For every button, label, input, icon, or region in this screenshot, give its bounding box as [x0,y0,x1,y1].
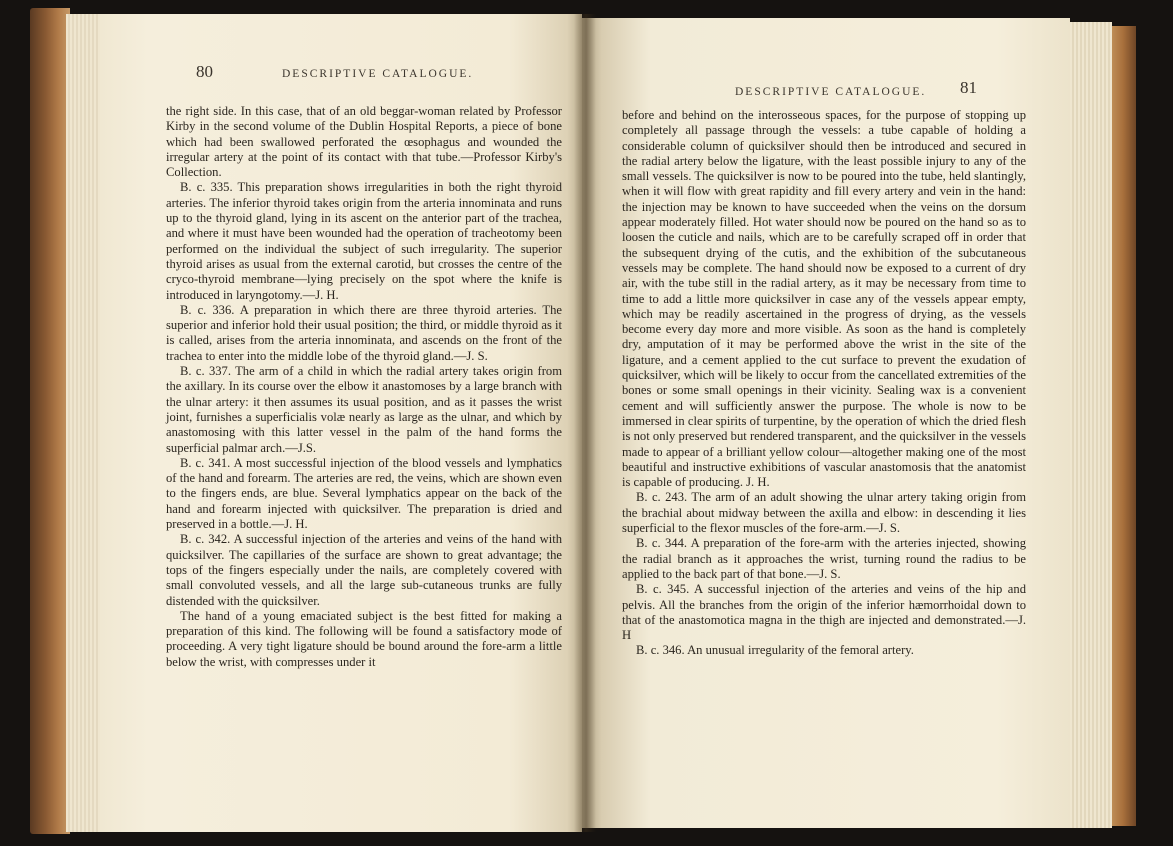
left-running-head: DESCRIPTIVE CATALOGUE. [282,68,474,80]
left-page-number: 80 [196,62,213,81]
paragraph: before and behind on the interosseous spaces, for the purpose of stopping up completely all passage through the vessels: a tube capable of holding a considerable column of quicksilver should then be introduced and secured in the radial artery below the ligature, with the least possible injury to any of the small vessels. The quicksilver is now to be poured into the tube, held slantingly, when it will flow with great rapidity and fill every artery and vein in the hand: the injection may be known to have succeeded when the veins on the dorsum appear moderately filled. Hot water should now be poured on the hand so as to loosen the cuticle and nails, which are to be carefully scraped off in order that the subsequent drying of the cutis, and the exhibition of the subcutaneous vessels may be complete. The hand should now be exposed to a current of dry air, with the tube still in the radial artery, as it may be necessary from time to time to add a little more quicksilver in case any of the vessels appear empty, which may be readily ascertained in the progress of drying, as the vessels become every day more and more visible. As soon as the hand is completely dry, amputation of it may be performed above the wrist in the site of the ligature, and a cement applied to the cut surface to prevent the exudation of quicksilver, which will be likely to occur from the cancellated extremities of the bones or some small openings in their vicinity. Sealing wax is a convenient cement and will sufficiently answer the purpose. The whole is now to be immersed in clear spirits of turpentine, by the operation of which the dried flesh is not only preserved but rendered transparent, and the quicksilver in the vessels made to appear of a brilliant yellow colour—altogether making one of the most beautiful and instructive exhibitions of vascular anastomosis that the anatomist is capable of producing. J. H. [622,108,1026,490]
left-page-body [166,104,562,670]
right-page-number: 81 [960,78,977,97]
page-edges-right [1066,22,1112,828]
paragraph: B. c. 341. A most successful injection of the blood vessels and lymphatics of the hand and forearm. The arteries are red, the veins, which are shown even to the fingers ends, are blue. Several lymphatics appear on the back of the hand and forearm injected with quicksilver. The preparation is dried and preserved in a bottle.—J. H. [166,455,562,532]
paragraph: B. c. 345. A successful injection of the arteries and veins of the hip and pelvis. All the branches from the origin of the inferior hæmorrhoidal down to that of the anastomotica magna in the thigh are injected and demonstrated.—J. H [622,582,1026,643]
paragraph: the right side. In this case, that of an old beggar-woman related by Professor Kirby in the second volume of the Dublin Hospital Reports, a piece of bone which had been swallowed perforated the œsophagus and wounded the irregular artery at the point of its contact with that tube.—Professor Kirby's Collection. [166,104,562,180]
paragraph: B. c. 337. The arm of a child in which the radial artery takes origin from the axillary. In its course over the elbow it anastomoses by a large branch with the ulnar artery: it then assumes its usual position, and as it passes the wrist joint, furnishes a superficialis volæ nearly as large as the ulnar, and which by anastomosing with this latter vessel in the palm of the hand forms the superficial palmar arch.—J.S. [166,364,562,455]
right-running-head: DESCRIPTIVE CATALOGUE. [735,86,927,98]
paragraph: B. c. 342. A successful injection of the arteries and veins of the hand with quicksilver. The capillaries of the surface are shown to great advantage; the tops of the fingers especially under the nails, are completely covered with small convoluted vessels, and all the large sub-cutaneous trunks are fully distended with the quicksilver. [166,532,562,608]
book-binding-right [1110,26,1136,826]
paragraph: B. c. 344. A preparation of the fore-arm with the arteries injected, showing the radial branch as it approaches the wrist, turning round the radius to be applied to the back part of that bone.—J. S. [622,536,1026,581]
paragraph: B. c. 346. An unusual irregularity of the femoral artery. [636,643,914,658]
paragraph: The hand of a young emaciated subject is the best fitted for making a preparation of this kind. The following will be found a satisfactory mode of proceeding. A very tight ligature should be bound around the fore-arm a little below the wrist, with compresses under it [166,608,562,669]
paragraph: B. c. 243. The arm of an adult showing the ulnar artery taking origin from the brachial about midway between the axilla and elbow: in descending it lies superficial to the flexor muscles of the fore-arm.—J. S. [622,490,1026,536]
paragraph: B. c. 335. This preparation shows irregularities in both the right thyroid arteries. The inferior thyroid takes origin from the arteria innominata and runs up to the thyroid gland, lying in its ascent on the anterior part of the trachea, and where it must have been wounded had the operation of tracheotomy been performed on the individual the subject of such irregularity. The superior thyroid arises as usual from the external carotid, but crosses the centre of the cryco-thyroid membrane—lying precisely on the spot where the knife is introduced in laryngotomy.—J. H. [166,180,562,302]
paragraph: B. c. 336. A preparation in which there are three thyroid arteries. The superior and inferior hold their usual position; the third, or middle thyroid as it is called, arises from the arteria innominata, and ascends on the front of the trachea to enter into the middle lobe of the thyroid gland.—J. S. [166,302,562,363]
book-binding-left [30,8,70,834]
right-page-body [622,108,1026,659]
book-gutter [574,14,596,832]
